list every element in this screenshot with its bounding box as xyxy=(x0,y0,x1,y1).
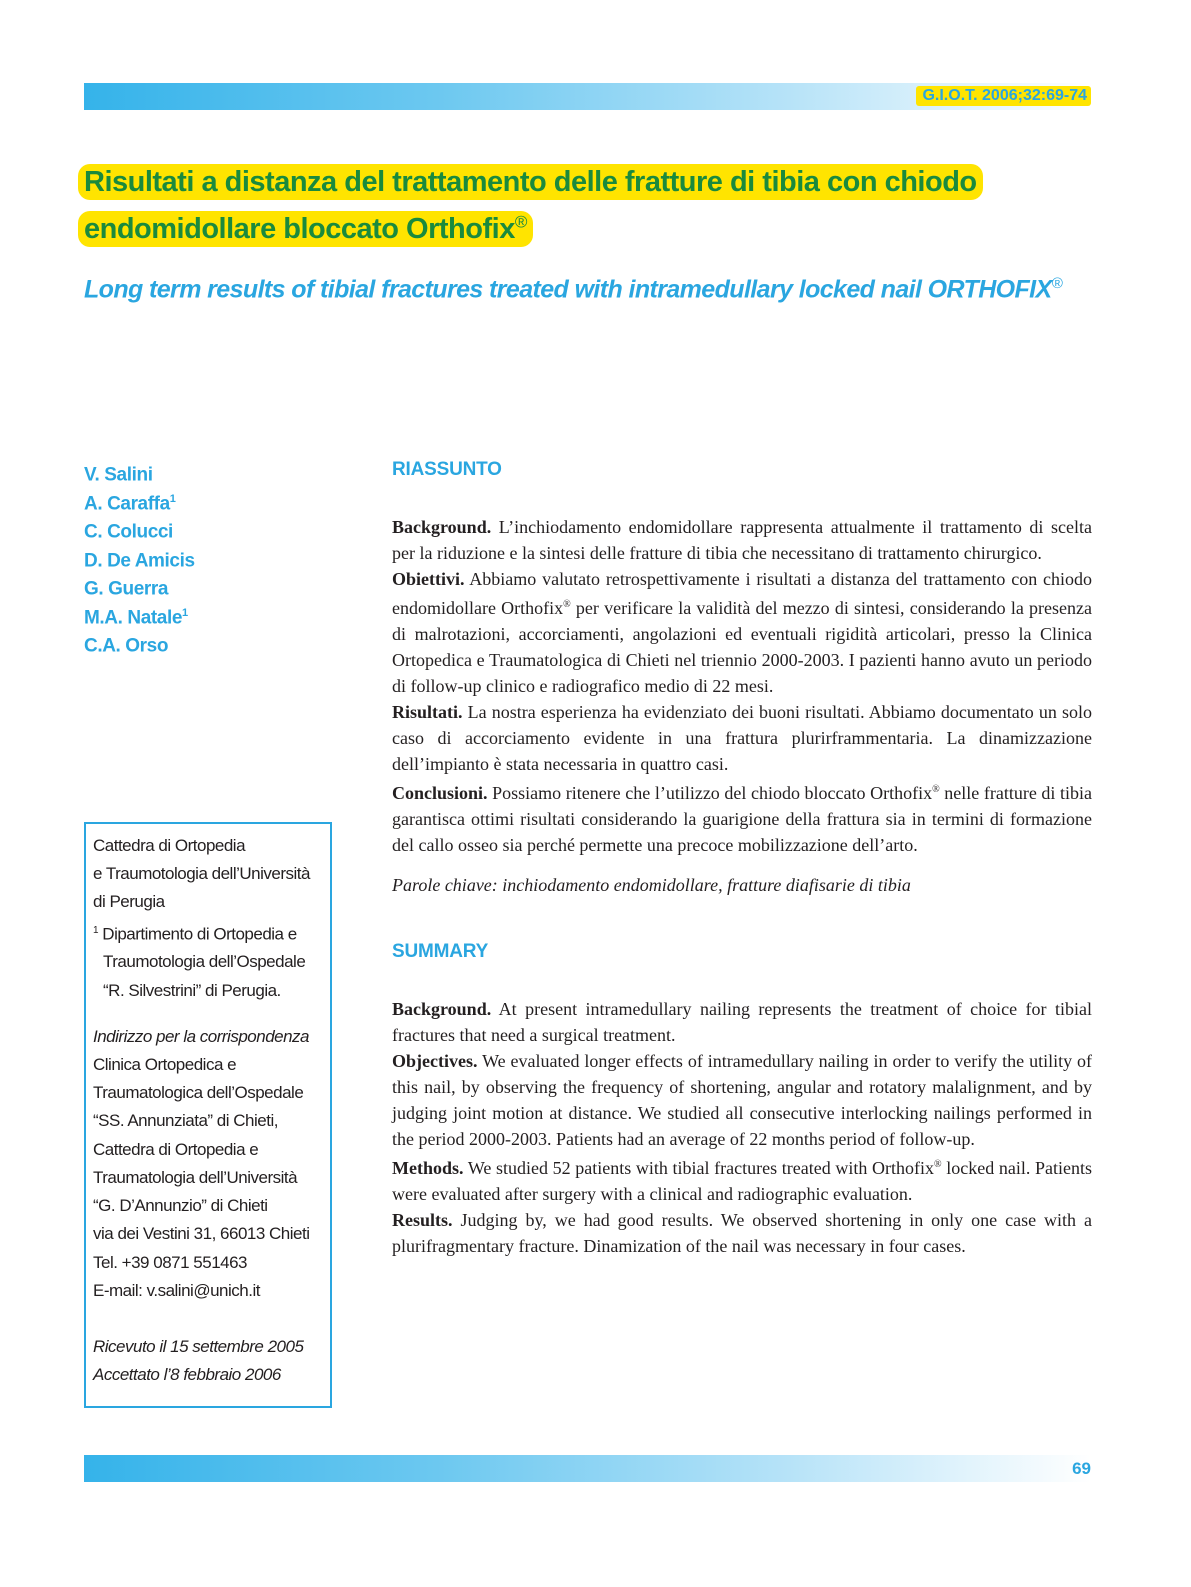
summary-heading: SUMMARY xyxy=(392,941,489,962)
spacer xyxy=(93,1005,330,1023)
paragraph-label: Obiettivi. xyxy=(392,569,465,589)
riassunto-obiettivi xyxy=(392,566,1092,699)
registered-mark: ® xyxy=(563,599,571,610)
paragraph-text: We evaluated longer effects of intramedullary nailing in order to verify the utility of this nail, by observing the frequency of shortening, angular and rotatory malalignment, and by judging joint motion at distance. We studied all consecutive interlocking nailings performed in the period 2000-2003. Patients had an average of 22 months period of follow-up. xyxy=(392,1051,1092,1149)
department-text: Dipartimento di Ortopedia e xyxy=(102,924,297,944)
paragraph-text: locked nail. Patients were evaluated after surgery with a clinical and radiographic evaluation. xyxy=(392,1158,1092,1204)
paragraph-label: Background. xyxy=(392,517,492,537)
author-item xyxy=(84,456,195,485)
department-mark: 1 xyxy=(93,924,99,936)
correspondence-phone: Tel. +39 0871 551463 xyxy=(93,1252,248,1272)
riassunto-background xyxy=(392,514,1092,566)
paragraph-label: Objectives. xyxy=(392,1051,478,1071)
correspondence-email: E-mail: v.salini@unich.it xyxy=(93,1280,260,1300)
article-title xyxy=(78,162,978,249)
title-highlight xyxy=(78,164,983,247)
title-line-1: Risultati a distanza del trattamento delle fratture di tibia con chiodo xyxy=(84,166,977,198)
riassunto-heading: RIASSUNTO xyxy=(392,459,502,480)
spacer xyxy=(93,1305,330,1333)
paragraph-text: At present intramedullary nailing represents the treatment of choice for tibial fractures that need a surgical treatment. xyxy=(392,999,1092,1045)
author-item xyxy=(84,513,195,542)
registered-mark: ® xyxy=(1051,275,1063,292)
correspondence-address: via dei Vestini 31, 66013 Chieti xyxy=(93,1224,310,1244)
author-affiliation-mark: 1 xyxy=(182,606,188,619)
author-item xyxy=(84,599,195,628)
correspondence-line: Clinica Ortopedica e xyxy=(93,1055,237,1075)
journal-citation: G.I.O.T. 2006;32:69-74 xyxy=(916,86,1091,106)
correspondence-line: “SS. Annunziata” di Chieti, xyxy=(93,1111,278,1131)
author-item xyxy=(84,570,195,599)
department-line: Traumotologia dell’Ospedale xyxy=(103,952,306,972)
paragraph-text: La nostra esperienza ha evidenziato dei buoni risultati. Abbiamo documentato un solo caso di accorciamento evidente in una frattura plurirframmentaria. La dinamizzazione dell’impianto è stata necessaria in quattro casi. xyxy=(392,702,1092,774)
registered-mark: ® xyxy=(934,1159,942,1170)
author-name: A. Caraffa xyxy=(84,492,170,514)
affiliation-line: Cattedra di Ortopedia xyxy=(93,836,246,855)
riassunto-conclusioni xyxy=(392,777,1092,858)
paragraph-text: per verificare la validità del mezzo di sintesi, considerando la presenza di malrotazioni, accorciamenti, angolazioni ed eventuali rigidità articolari, presso la Clinica Ortopedica e Traumatologica di Chieti nel triennio 2000-2003. I pazienti hanno avuto un periodo di follow-up clinico e radiografico medio di 22 mesi. xyxy=(392,598,1092,696)
author-name: V. Salini xyxy=(84,464,153,486)
spacer xyxy=(392,484,1092,514)
paragraph-label: Methods. xyxy=(392,1158,464,1178)
registered-mark: ® xyxy=(514,212,527,231)
accepted-date: Accettato l’8 febbraio 2006 xyxy=(93,1365,281,1385)
paragraph-text: Judging by, we had good results. We observed shortening in only one case with a plurifragmentary fracture. Dinamization of the nail was necessary in four cases. xyxy=(392,1210,1092,1256)
author-name: C. Colucci xyxy=(84,521,173,543)
author-name: G. Guerra xyxy=(84,578,169,600)
affiliation-line: di Perugia xyxy=(93,892,165,912)
footer-color-band xyxy=(84,1455,1091,1482)
received-date: Ricevuto il 15 settembre 2005 xyxy=(93,1336,304,1356)
keywords: Parole chiave: inchiodamento endomidollare, fratture diafisarie di tibia xyxy=(392,875,911,895)
spacer xyxy=(392,966,1092,996)
author-name: M.A. Natale xyxy=(84,606,183,628)
paragraph-text: nelle fratture di tibia garantisca ottimi risultati considerando la guarigione della frattura sia in termini di formazione del callo osseo sia perché permette una precoce mobilizzazione dell’arto. xyxy=(392,783,1093,855)
riassunto-risultati xyxy=(392,699,1092,777)
paragraph-label: Conclusioni. xyxy=(392,783,488,803)
paragraph-label: Background. xyxy=(392,999,492,1019)
summary-methods xyxy=(392,1152,1092,1207)
author-item xyxy=(84,627,195,656)
paragraph-text: Possiamo ritenere che l’utilizzo del chiodo bloccato Orthofix xyxy=(487,783,933,803)
affiliation-box xyxy=(84,822,332,1408)
correspondence-line: Cattedra di Ortopedia e xyxy=(93,1139,259,1159)
main-column xyxy=(392,456,1092,1259)
paragraph-label: Results. xyxy=(392,1210,453,1230)
spacer xyxy=(392,858,1092,872)
paragraph-label: Risultati. xyxy=(392,702,463,722)
department-line xyxy=(93,917,330,949)
author-name: D. De Amicis xyxy=(84,549,195,571)
spacer xyxy=(392,898,1092,938)
summary-results xyxy=(392,1207,1092,1259)
registered-mark: ® xyxy=(932,784,940,795)
correspondence-line: Traumatologia dell’Università xyxy=(93,1167,298,1187)
correspondence-line: Traumatologica dell’Ospedale xyxy=(93,1083,304,1103)
summary-objectives xyxy=(392,1048,1092,1152)
department-line: “R. Silvestrini” di Perugia. xyxy=(103,980,281,1000)
correspondence-heading: Indirizzo per la corrispondenza xyxy=(93,1026,310,1046)
author-item xyxy=(84,485,195,514)
article-subtitle xyxy=(84,275,1094,304)
author-item xyxy=(84,542,195,571)
correspondence-line: “G. D’Annunzio” di Chieti xyxy=(93,1196,268,1216)
subtitle-text: Long term results of tibial fractures treated with intramedullary locked nail ORTHOFIX xyxy=(84,275,1052,304)
page-number: 69 xyxy=(1072,1459,1091,1478)
summary-background xyxy=(392,996,1092,1048)
author-name: C.A. Orso xyxy=(84,635,169,657)
paragraph-text: Abbiamo valutato retrospettivamente i risultati a distanza del trattamento con chiodo endomidollare Orthofix xyxy=(392,569,1092,618)
paragraph-text: We studied 52 patients with tibial fractures treated with Orthofix xyxy=(463,1158,934,1178)
paragraph-text: L’inchiodamento endomidollare rappresenta attualmente il trattamento di scelta per la riduzione e la sintesi delle fratture di tibia che necessitano di trattamento chirurgico. xyxy=(392,517,1092,563)
author-affiliation-mark: 1 xyxy=(169,492,176,505)
title-line-2: endomidollare bloccato Orthofix xyxy=(84,212,515,245)
author-list xyxy=(84,456,195,656)
affiliation-line: e Traumotologia dell’Università xyxy=(93,864,310,884)
